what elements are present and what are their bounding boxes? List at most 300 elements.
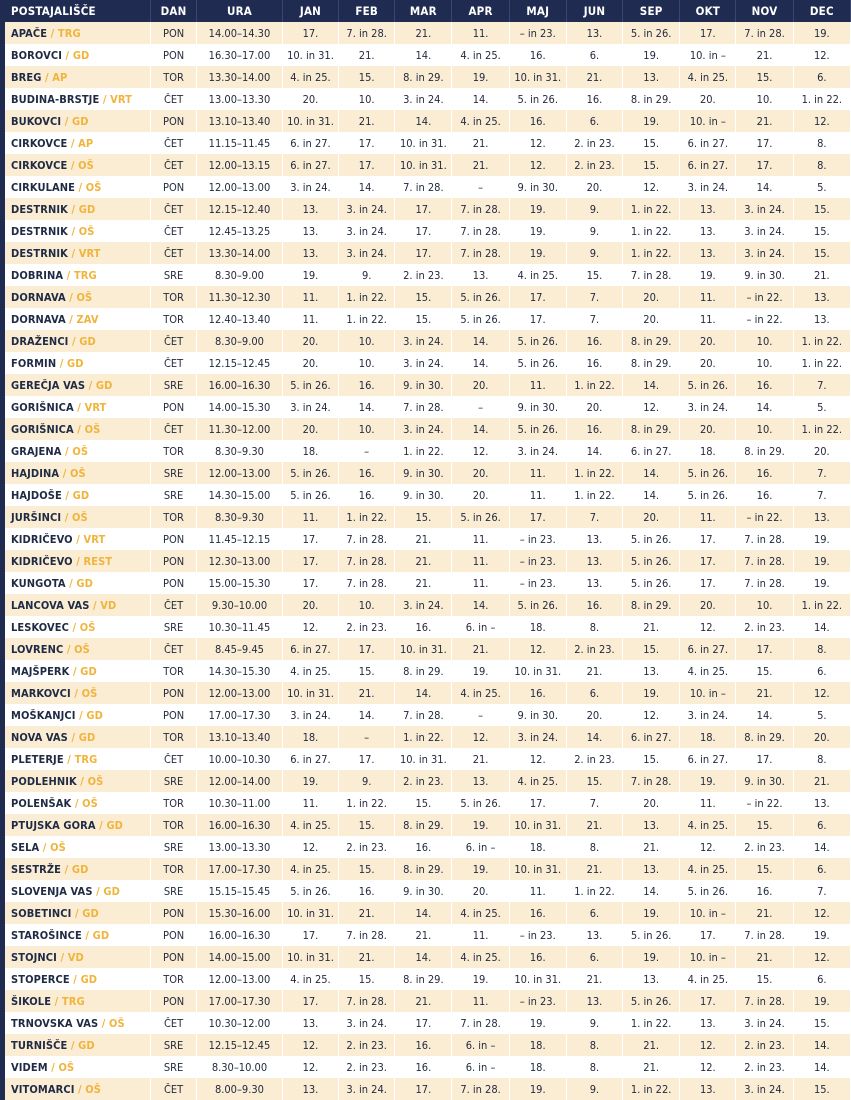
month-cell: 12. <box>680 836 736 858</box>
month-cell: 10. in 31. <box>510 66 567 88</box>
month-cell: 12. <box>680 616 736 638</box>
time-cell: 12.40–13.40 <box>197 308 283 330</box>
month-cell: 3. in 24. <box>395 418 452 440</box>
month-cell: 19. <box>794 528 851 550</box>
table-row <box>5 858 851 880</box>
month-cell: 15. <box>339 968 395 990</box>
month-cell: 13. <box>623 968 680 990</box>
location-name: DORNAVA <box>11 290 66 304</box>
location-separator: / <box>61 862 72 876</box>
month-cell: 15. <box>395 506 452 528</box>
table-row <box>5 44 851 66</box>
location-cell <box>5 352 151 374</box>
month-cell: 14. <box>736 396 793 418</box>
month-cell: 21. <box>395 22 452 44</box>
month-cell: 10. <box>736 352 793 374</box>
month-cell: 6. <box>794 968 851 990</box>
location-type: GD <box>79 334 96 348</box>
month-cell: 10. in – <box>680 946 736 968</box>
month-cell: 11. <box>452 550 509 572</box>
time-cell: 8.30–9.00 <box>197 330 283 352</box>
month-cell: 15. <box>339 814 395 836</box>
location-separator: / <box>62 48 73 62</box>
month-cell: 14. <box>567 726 623 748</box>
month-cell: 3. in 24. <box>339 220 395 242</box>
month-cell: 19. <box>283 264 339 286</box>
location-name: STOPERCE <box>11 972 70 986</box>
month-cell: 2. in 23. <box>567 748 623 770</box>
location-cell <box>5 858 151 880</box>
table-row <box>5 154 851 176</box>
time-cell: 13.00–13.30 <box>197 88 283 110</box>
month-cell: 13. <box>794 286 851 308</box>
location-name: KUNGOTA <box>11 576 66 590</box>
location-separator: / <box>68 334 80 348</box>
month-cell: 17. <box>283 528 339 550</box>
location-type: TRG <box>61 994 85 1008</box>
month-cell: 8. <box>794 154 851 176</box>
location-name: DRAŽENCI <box>11 334 69 348</box>
location-cell <box>5 484 151 506</box>
location-type: GD <box>80 664 97 678</box>
month-cell: 20. <box>623 506 680 528</box>
table-row <box>5 528 851 550</box>
month-cell: 20. <box>680 88 736 110</box>
month-cell: 6. in 27. <box>680 748 736 770</box>
month-cell: 17. <box>680 22 736 44</box>
month-cell: 13. <box>794 506 851 528</box>
month-cell: 17. <box>283 990 339 1012</box>
month-cell: 1. in 22. <box>794 594 851 616</box>
month-cell: 2. in 23. <box>567 132 623 154</box>
month-cell: 20. <box>794 440 851 462</box>
month-cell: 8. <box>567 1034 623 1056</box>
month-cell: 15. <box>623 154 680 176</box>
day-cell: PON <box>151 902 197 924</box>
location-type: GD <box>78 730 96 744</box>
table-row <box>5 242 851 264</box>
month-cell: 21. <box>567 660 623 682</box>
month-cell: 6. in 27. <box>680 154 736 176</box>
month-cell: 16. <box>510 946 567 968</box>
month-cell: 13. <box>283 1078 339 1100</box>
month-cell: 19. <box>510 198 567 220</box>
month-cell: 4. in 25. <box>283 968 339 990</box>
month-cell: 12. <box>680 1056 736 1078</box>
location-separator: / <box>75 708 87 722</box>
month-cell: 2. in 23. <box>339 1034 395 1056</box>
month-cell: 12. <box>283 616 339 638</box>
day-cell: ČET <box>151 638 197 660</box>
table-row <box>5 484 851 506</box>
month-cell: 16. <box>736 484 793 506</box>
month-cell: 21. <box>395 550 452 572</box>
month-cell: 11. <box>680 308 736 330</box>
month-cell: 10. <box>736 88 793 110</box>
month-cell: 11. <box>452 528 509 550</box>
column-header: FEB <box>339 0 395 22</box>
month-cell: 1. in 22. <box>395 440 452 462</box>
month-cell: 5. in 26. <box>680 880 736 902</box>
location-separator: / <box>67 730 79 744</box>
month-cell: 15. <box>794 1078 851 1100</box>
month-cell: 5. in 26. <box>680 484 736 506</box>
month-cell: 19. <box>283 770 339 792</box>
month-cell: 20. <box>623 308 680 330</box>
location-separator: / <box>51 994 62 1008</box>
location-type: AP <box>78 136 94 150</box>
location-name: SLOVENJA VAS <box>11 884 93 898</box>
table-row <box>5 990 851 1012</box>
month-cell: 13. <box>567 22 623 44</box>
month-cell: 20. <box>623 792 680 814</box>
month-cell: 3. in 24. <box>736 220 793 242</box>
location-separator: / <box>99 92 111 106</box>
location-name: LOVRENC <box>11 642 64 656</box>
column-header: DEC <box>794 0 851 22</box>
month-cell: 10. <box>339 352 395 374</box>
month-cell: 18. <box>510 1056 567 1078</box>
month-cell: 10. in 31. <box>395 132 452 154</box>
location-name: TRNOVSKA VAS <box>11 1016 99 1030</box>
day-cell: PON <box>151 682 197 704</box>
month-cell: 15. <box>339 660 395 682</box>
location-type: GD <box>92 928 110 942</box>
month-cell: 8. in 29. <box>736 440 793 462</box>
day-cell: TOR <box>151 968 197 990</box>
month-cell: 12. <box>794 902 851 924</box>
month-cell: 6. in 27. <box>283 154 339 176</box>
day-cell: TOR <box>151 792 197 814</box>
month-cell: 15. <box>794 1012 851 1034</box>
month-cell: 9. <box>567 198 623 220</box>
month-cell: 6. in 27. <box>283 132 339 154</box>
day-cell: TOR <box>151 660 197 682</box>
location-type: OŠ <box>85 1082 102 1096</box>
month-cell: 17. <box>339 638 395 660</box>
month-cell: 16. <box>567 88 623 110</box>
table-row <box>5 176 851 198</box>
month-cell: 21. <box>623 1034 680 1056</box>
month-cell: 5. in 26. <box>452 506 509 528</box>
month-cell: 1. in 22. <box>794 418 851 440</box>
month-cell: 8. <box>794 132 851 154</box>
month-cell: 7. in 28. <box>452 1078 509 1100</box>
month-cell: 17. <box>283 572 339 594</box>
location-separator: / <box>59 466 70 480</box>
location-cell <box>5 814 151 836</box>
location-type: GD <box>72 48 90 62</box>
day-cell: PON <box>151 22 197 44</box>
table-row <box>5 352 851 374</box>
day-cell: SRE <box>151 484 197 506</box>
month-cell: 9. <box>339 264 395 286</box>
month-cell: 1. in 22. <box>623 220 680 242</box>
day-cell: ČET <box>151 242 197 264</box>
month-cell: 17. <box>736 638 793 660</box>
day-cell: TOR <box>151 858 197 880</box>
location-separator: / <box>73 422 85 436</box>
location-name: DOBRINA <box>11 268 64 282</box>
month-cell: 16. <box>395 1056 452 1078</box>
month-cell: 15. <box>736 66 793 88</box>
location-cell <box>5 836 151 858</box>
day-cell: TOR <box>151 308 197 330</box>
month-cell: 2. in 23. <box>339 1056 395 1078</box>
month-cell: 18. <box>680 726 736 748</box>
time-cell: 9.30–10.00 <box>197 594 283 616</box>
month-cell: 16. <box>339 462 395 484</box>
table-row <box>5 462 851 484</box>
location-name: LESKOVEC <box>11 620 69 634</box>
table-row <box>5 616 851 638</box>
month-cell: 3. in 24. <box>510 726 567 748</box>
month-cell: 15. <box>736 968 793 990</box>
month-cell: 2. in 23. <box>567 638 623 660</box>
month-cell: 21. <box>395 924 452 946</box>
month-cell: 17. <box>510 506 567 528</box>
month-cell: 7. in 28. <box>395 176 452 198</box>
month-cell: 14. <box>452 352 509 374</box>
month-cell: 12. <box>283 836 339 858</box>
month-cell: 19. <box>510 220 567 242</box>
day-cell: SRE <box>151 374 197 396</box>
month-cell: 7. in 28. <box>623 264 680 286</box>
location-type: GD <box>80 972 98 986</box>
location-type: REST <box>83 554 113 568</box>
location-separator: / <box>67 224 79 238</box>
month-cell: 21. <box>452 154 509 176</box>
month-cell: 4. in 25. <box>283 660 339 682</box>
table-row <box>5 418 851 440</box>
time-cell: 8.30–10.00 <box>197 1056 283 1078</box>
month-cell: 7. in 28. <box>339 528 395 550</box>
month-cell: 14. <box>794 1056 851 1078</box>
month-cell: 14. <box>794 1034 851 1056</box>
month-cell: 1. in 22. <box>339 286 395 308</box>
location-type: GD <box>106 818 123 832</box>
month-cell: 13. <box>623 858 680 880</box>
month-cell: 17. <box>339 748 395 770</box>
month-cell: 11. <box>283 792 339 814</box>
month-cell: 7. <box>794 462 851 484</box>
day-cell: ČET <box>151 352 197 374</box>
month-cell: 21. <box>623 616 680 638</box>
table-row <box>5 1034 851 1056</box>
location-cell <box>5 638 151 660</box>
month-cell: 1. in 22. <box>567 374 623 396</box>
month-cell: 7. in 28. <box>339 924 395 946</box>
month-cell: 15. <box>736 660 793 682</box>
table-row <box>5 198 851 220</box>
day-cell: PON <box>151 990 197 1012</box>
month-cell: 11. <box>283 286 339 308</box>
month-cell: 8. in 29. <box>395 968 452 990</box>
month-cell: 14. <box>395 110 452 132</box>
month-cell: 19. <box>452 968 509 990</box>
location-cell <box>5 308 151 330</box>
table-row <box>5 770 851 792</box>
table-row <box>5 814 851 836</box>
month-cell: 7. in 28. <box>736 990 793 1012</box>
month-cell: 14. <box>395 44 452 66</box>
time-cell: 12.00–14.00 <box>197 770 283 792</box>
month-cell: 6. <box>567 902 623 924</box>
month-cell: 19. <box>623 946 680 968</box>
month-cell: 10. in 31. <box>510 858 567 880</box>
month-cell: 13. <box>283 220 339 242</box>
month-cell: 15. <box>339 858 395 880</box>
month-cell: 14. <box>452 418 509 440</box>
location-separator: / <box>67 246 79 260</box>
month-cell: 16. <box>510 902 567 924</box>
month-cell: 12. <box>510 132 567 154</box>
location-name: POLENŠAK <box>11 796 72 810</box>
location-cell <box>5 682 151 704</box>
location-type: OŠ <box>82 796 98 810</box>
location-name: PTUJSKA GORA <box>11 818 96 832</box>
month-cell: 9. in 30. <box>736 770 793 792</box>
month-cell: 19. <box>510 242 567 264</box>
month-cell: 8. in 29. <box>623 88 680 110</box>
day-cell: PON <box>151 572 197 594</box>
month-cell: 13. <box>623 66 680 88</box>
month-cell: – in 22. <box>736 308 793 330</box>
month-cell: 17. <box>680 990 736 1012</box>
table-row <box>5 440 851 462</box>
day-cell: TOR <box>151 814 197 836</box>
time-cell: 8.30–9.00 <box>197 264 283 286</box>
location-cell <box>5 1078 151 1100</box>
month-cell: 5. in 26. <box>510 594 567 616</box>
time-cell: 14.00–15.30 <box>197 396 283 418</box>
location-separator: / <box>89 598 101 612</box>
location-cell <box>5 286 151 308</box>
month-cell: 20. <box>283 594 339 616</box>
location-separator: / <box>92 884 104 898</box>
month-cell: 2. in 23. <box>339 836 395 858</box>
month-cell: 18. <box>283 440 339 462</box>
location-cell <box>5 462 151 484</box>
month-cell: 16. <box>736 462 793 484</box>
time-cell: 11.15–11.45 <box>197 132 283 154</box>
month-cell: 7. in 28. <box>339 572 395 594</box>
location-name: VITOMARCI <box>11 1082 75 1096</box>
month-cell: 13. <box>680 198 736 220</box>
day-cell: ČET <box>151 88 197 110</box>
day-cell: SRE <box>151 264 197 286</box>
table-row <box>5 946 851 968</box>
month-cell: 10. in 31. <box>395 638 452 660</box>
month-cell: 16. <box>736 880 793 902</box>
month-cell: 15. <box>623 748 680 770</box>
month-cell: 1. in 22. <box>567 462 623 484</box>
location-type: TRG <box>73 268 97 282</box>
month-cell: 7. in 28. <box>339 990 395 1012</box>
month-cell: 5. in 26. <box>623 22 680 44</box>
location-separator: / <box>56 356 68 370</box>
month-cell: 16. <box>339 484 395 506</box>
month-cell: 17. <box>395 198 452 220</box>
month-cell: 11. <box>510 484 567 506</box>
month-cell: 14. <box>794 616 851 638</box>
month-cell: 14. <box>395 946 452 968</box>
table-row <box>5 748 851 770</box>
location-separator: / <box>63 752 75 766</box>
month-cell: 15. <box>794 242 851 264</box>
month-cell: 12. <box>794 110 851 132</box>
month-cell: 7. <box>567 286 623 308</box>
month-cell: 3. in 24. <box>339 1012 395 1034</box>
month-cell: 9. <box>567 1012 623 1034</box>
location-separator: / <box>67 136 79 150</box>
time-cell: 15.15–15.45 <box>197 880 283 902</box>
table-row <box>5 1078 851 1100</box>
month-cell: 21. <box>623 1056 680 1078</box>
table-row <box>5 1012 851 1034</box>
month-cell: 15. <box>623 132 680 154</box>
month-cell: 1. in 22. <box>339 506 395 528</box>
location-cell <box>5 198 151 220</box>
time-cell: 13.30–14.00 <box>197 66 283 88</box>
month-cell: 21. <box>339 110 395 132</box>
table-row <box>5 572 851 594</box>
month-cell: 5. in 26. <box>623 528 680 550</box>
location-separator: / <box>63 268 74 282</box>
time-cell: 8.00–9.30 <box>197 1078 283 1100</box>
month-cell: 5. in 26. <box>510 330 567 352</box>
month-cell: 12. <box>452 440 509 462</box>
location-separator: / <box>63 642 75 656</box>
month-cell: 5. <box>794 176 851 198</box>
day-cell: PON <box>151 528 197 550</box>
month-cell: 13. <box>567 990 623 1012</box>
month-cell: 8. in 29. <box>623 352 680 374</box>
table-row <box>5 286 851 308</box>
month-cell: 14. <box>395 682 452 704</box>
month-cell: 9. <box>567 1078 623 1100</box>
day-cell: ČET <box>151 330 197 352</box>
month-cell: 5. in 26. <box>623 924 680 946</box>
month-cell: 9. in 30. <box>395 880 452 902</box>
month-cell: 17. <box>510 308 567 330</box>
month-cell: 13. <box>794 792 851 814</box>
month-cell: 14. <box>339 704 395 726</box>
day-cell: SRE <box>151 462 197 484</box>
month-cell: 13. <box>567 924 623 946</box>
month-cell: 11. <box>452 572 509 594</box>
location-name: DESTRNIK <box>11 224 68 238</box>
month-cell: 10. in 31. <box>510 814 567 836</box>
month-cell: 6. in 27. <box>283 748 339 770</box>
time-cell: 17.00–17.30 <box>197 704 283 726</box>
time-cell: 12.00–13.15 <box>197 154 283 176</box>
month-cell: 17. <box>736 132 793 154</box>
month-cell: 21. <box>794 264 851 286</box>
location-name: MARKOVCI <box>11 686 71 700</box>
month-cell: 3. in 24. <box>283 176 339 198</box>
time-cell: 14.00–15.00 <box>197 946 283 968</box>
month-cell: 19. <box>452 660 509 682</box>
day-cell: PON <box>151 110 197 132</box>
month-cell: 21. <box>736 902 793 924</box>
table-row <box>5 308 851 330</box>
month-cell: 20. <box>452 484 509 506</box>
location-type: VRT <box>78 246 101 260</box>
time-cell: 10.30–11.45 <box>197 616 283 638</box>
month-cell: 5. in 26. <box>452 308 509 330</box>
location-type: GD <box>76 576 93 590</box>
